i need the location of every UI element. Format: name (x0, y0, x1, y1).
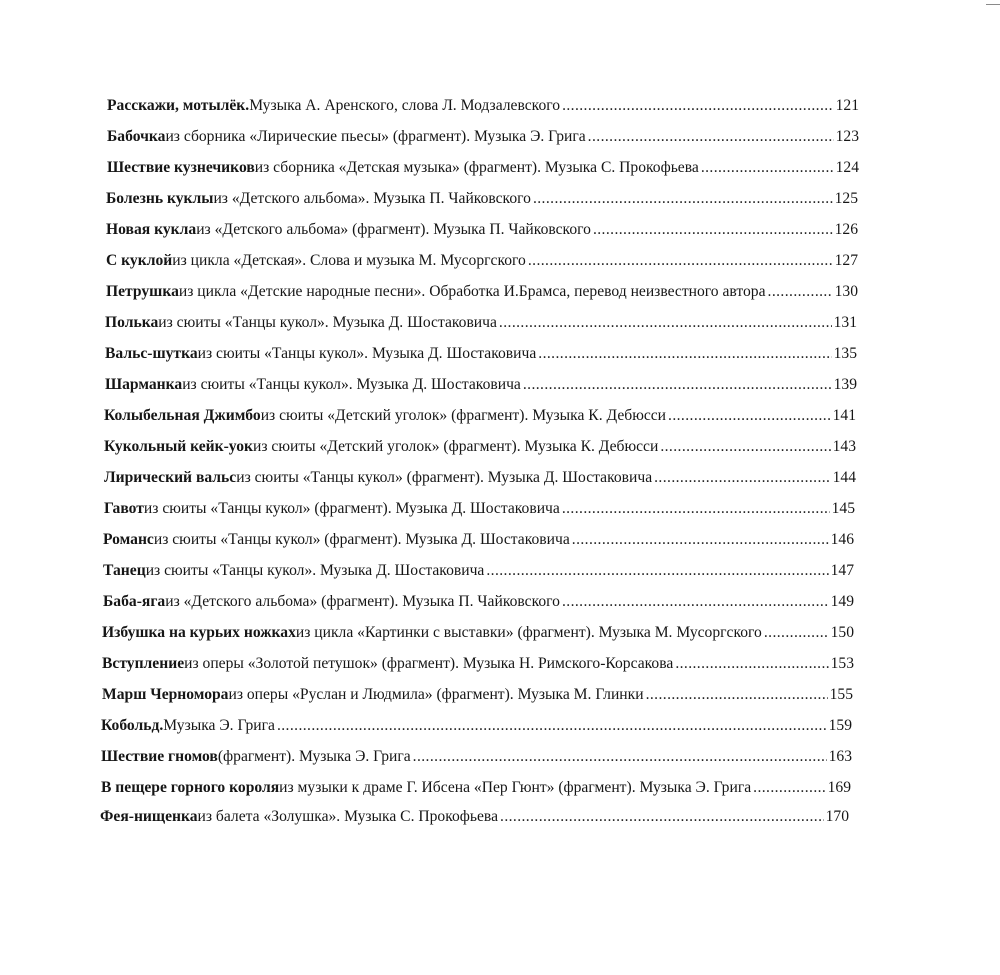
toc-entry (104, 468, 856, 488)
entry-title: Лирический вальс (104, 469, 237, 486)
page-number: 155 (829, 686, 853, 703)
toc-entry (106, 251, 858, 271)
dot-leader (646, 685, 828, 705)
page-number: 153 (830, 655, 854, 672)
dot-leader (588, 127, 834, 147)
entry-description: из сюиты «Танцы кукол». Музыка Д. Шостаковича (145, 562, 485, 579)
entry-description: из «Детского альбома» (фрагмент). Музыка П. Чайковского (165, 593, 560, 610)
toc-entry (107, 96, 859, 116)
entry-description: из балета «Золушка». Музыка С. Прокофьева (197, 808, 499, 825)
dot-leader (562, 499, 830, 519)
dot-leader (764, 623, 829, 643)
entry-title: Бабочка (107, 128, 166, 145)
dot-leader (701, 158, 834, 178)
page-number: 145 (831, 500, 855, 517)
entry-description: из сюиты «Танцы кукол» (фрагмент). Музыка Д. Шостаковича (143, 500, 560, 517)
entry-title: Баба-яга (103, 593, 166, 610)
toc-entry (101, 747, 852, 767)
page-number: 147 (830, 562, 854, 579)
page-number: 143 (832, 438, 856, 455)
entry-description: из цикла «Детские народные песни». Обработка И.Брамса, перевод неизвестного автора (178, 283, 766, 300)
entry-title: Шествие гномов (101, 748, 218, 765)
entry-title: Болезнь куклы (106, 190, 214, 207)
entry-description: Музыка А. Аренского, слова Л. Модзалевского (249, 97, 561, 114)
page-number: 169 (827, 779, 851, 796)
dot-leader (499, 313, 832, 333)
dot-leader (413, 747, 827, 767)
entry-description: Музыка Э. Грига (163, 717, 275, 734)
entry-title: С куклой (106, 252, 173, 269)
page-number: 170 (825, 808, 849, 825)
entry-description: из оперы «Руслан и Людмила» (фрагмент). Музыка М. Глинки (228, 686, 644, 703)
entry-description: из «Детского альбома». Музыка П. Чайковского (213, 190, 531, 207)
dot-leader (562, 96, 834, 116)
dot-leader (572, 530, 829, 550)
entry-description: (фрагмент). Музыка Э. Грига (217, 748, 411, 765)
dot-leader (562, 592, 829, 612)
toc-entry (106, 282, 858, 302)
entry-description: из «Детского альбома» (фрагмент). Музыка П. Чайковского (196, 221, 591, 238)
toc-entry (103, 530, 854, 550)
page-number: 159 (828, 717, 852, 734)
entry-description: из сюиты «Танцы кукол» (фрагмент). Музыка Д. Шостаковича (236, 469, 653, 486)
dot-leader (538, 344, 831, 364)
entry-description: из цикла «Картинки с выставки» (фрагмент). Музыка М. Мусоргского (295, 624, 762, 641)
dot-leader (500, 807, 824, 827)
entry-title: Вальс-шутка (105, 345, 198, 362)
entry-title: Кукольный кейк-уок (104, 438, 253, 455)
entry-description: из сюиты «Танцы кукол» (фрагмент). Музыка Д. Шостаковича (153, 531, 570, 548)
dot-leader (277, 716, 827, 736)
dot-leader (675, 654, 828, 674)
page-number: 141 (832, 407, 856, 424)
entry-title: Вступление (102, 655, 185, 672)
entry-description: из сюиты «Танцы кукол». Музыка Д. Шостаковича (182, 376, 521, 393)
page-number: 124 (835, 159, 859, 176)
toc-entry (107, 158, 859, 178)
page-number: 163 (828, 748, 852, 765)
dot-leader (593, 220, 833, 240)
page-number: 130 (834, 283, 858, 300)
toc-entry (100, 807, 849, 827)
entry-description: из музыки к драме Г. Ибсена «Пер Гюнт» (фрагмент). Музыка Э. Грига (279, 779, 752, 796)
entry-title: Шествие кузнечиков (107, 159, 255, 176)
entry-description: из цикла «Детская». Слова и музыка М. Мусоргского (172, 252, 526, 269)
dot-leader (768, 282, 833, 302)
page-number: 150 (830, 624, 854, 641)
dot-leader (668, 406, 831, 426)
dot-leader (528, 251, 833, 271)
entry-title: Избушка на курьих ножках (102, 624, 296, 641)
entry-description: из сюиты «Детский уголок» (фрагмент). Музыка К. Дебюсси (260, 407, 667, 424)
toc-entry (103, 592, 854, 612)
entry-title: Расскажи, мотылёк. (107, 97, 250, 114)
dot-leader (753, 778, 825, 798)
entry-title: Колыбельная Джимбо (104, 407, 261, 424)
entry-title: В пещере горного короля (101, 779, 280, 796)
toc-entry (102, 685, 853, 705)
page-number: 123 (835, 128, 859, 145)
toc-entry (102, 654, 854, 674)
page-number: 125 (834, 190, 858, 207)
toc-entry (101, 778, 851, 798)
page-number: 127 (834, 252, 858, 269)
page-number: 149 (830, 593, 854, 610)
page-number: 126 (834, 221, 858, 238)
page-number: 146 (830, 531, 854, 548)
entry-description: из сюиты «Танцы кукол». Музыка Д. Шостаковича (158, 314, 497, 331)
toc-entry (105, 375, 857, 395)
toc-entry (104, 499, 855, 519)
entry-description: из сборника «Лирические пьесы» (фрагмент). Музыка Э. Грига (165, 128, 586, 145)
toc-entry (102, 623, 854, 643)
page-number: 135 (833, 345, 857, 362)
page-number: 121 (835, 97, 859, 114)
entry-title: Петрушка (106, 283, 179, 300)
toc-entry (107, 127, 859, 147)
toc-entry (103, 561, 854, 581)
dot-leader (486, 561, 828, 581)
entry-description: из сборника «Детская музыка» (фрагмент). Музыка С. Прокофьева (254, 159, 699, 176)
dot-leader (654, 468, 830, 488)
dot-leader (533, 189, 833, 209)
toc-entry (104, 406, 856, 426)
entry-description: из оперы «Золотой петушок» (фрагмент). Музыка Н. Римского-Корсакова (184, 655, 674, 672)
page-number: 144 (832, 469, 856, 486)
dot-leader (660, 437, 830, 457)
entry-title: Гавот (104, 500, 144, 517)
entry-title: Кобольд. (101, 717, 164, 734)
entry-title: Марш Черномора (102, 686, 229, 703)
entry-title: Полька (105, 314, 159, 331)
toc-entry (104, 437, 856, 457)
toc-entry (105, 344, 857, 364)
toc-entry (106, 220, 858, 240)
page-number: 131 (833, 314, 857, 331)
entry-description: из сюиты «Танцы кукол». Музыка Д. Шостаковича (197, 345, 537, 362)
toc-entry (105, 313, 857, 333)
entry-title: Фея-нищенка (100, 808, 198, 825)
entry-title: Танец (103, 562, 146, 579)
page-number: 139 (833, 376, 857, 393)
entry-title: Романс (103, 531, 154, 548)
entry-description: из сюиты «Детский уголок» (фрагмент). Музыка К. Дебюсси (253, 438, 659, 455)
dot-leader (523, 375, 832, 395)
toc-entry (101, 716, 852, 736)
entry-title: Шарманка (105, 376, 183, 393)
entry-title: Новая кукла (106, 221, 197, 238)
toc-entry (106, 189, 858, 209)
